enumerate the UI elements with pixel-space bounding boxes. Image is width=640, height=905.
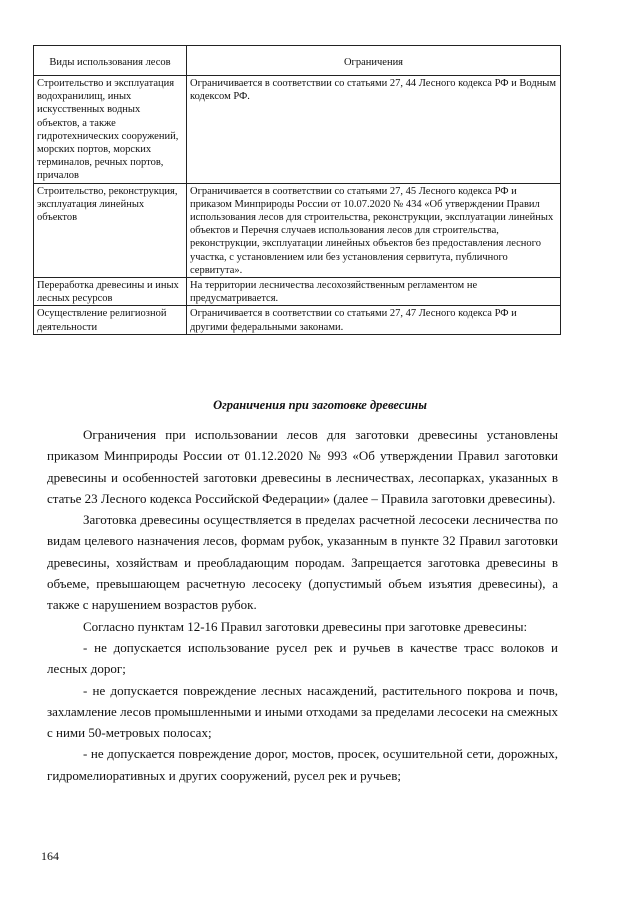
restriction-cell: Ограничивается в соответствии со статьями 27, 45 Лесного кодекса РФ и приказом Минприроды России от 10.07.2020 № 434 «Об утверждении Правил использования лесов для строительства, реконструкции, эксплуатации линейных объектов и Перечня случаев использования лесов для строительства, реконструкции, эксплуатации линейных объектов без предоставления лесного участка, с установлением или без установления сервитута, публичного сервитута».: [187, 183, 561, 277]
list-item: - не допускается повреждение дорог, мостов, просек, осушительной сети, дорожных, гидромелиоративных и других сооружений, русел рек и ручьев;: [47, 746, 558, 783]
use-cell: Строительство, реконструкция, эксплуатация линейных объектов: [34, 183, 187, 277]
paragraph: Ограничения при использовании лесов для заготовки древесины установлены приказом Минприроды России от 01.12.2020 № 993 «Об утверждении Правил заготовки древесины и особенностей заготовки древесины в лесничествах, лесопарках, указанных в статье 23 Лесного кодекса Российской Федерации» (далее – Правила заготовки древесины).: [47, 427, 558, 506]
use-cell: Осуществление религиозной деятельности: [34, 306, 187, 334]
restriction-cell: Ограничивается в соответствии со статьями 27, 44 Лесного кодекса РФ и Водным кодексом РФ.: [187, 76, 561, 184]
body-text: [47, 424, 558, 786]
restriction-cell: На территории лесничества лесохозяйственным регламентом не предусматривается.: [187, 278, 561, 306]
forest-use-restrictions-table: [33, 45, 561, 335]
table-header-row: [34, 46, 561, 76]
paragraph: Согласно пунктам 12-16 Правил заготовки древесины при заготовке древесины:: [83, 618, 528, 634]
section-title: Ограничения при заготовке древесины: [213, 398, 427, 412]
list-item: - не допускается повреждение лесных насаждений, растительного покрова и почв, захламление лесов промышленными и иными отходами за пределами лесосеки на смежных с ними 50-метровых полосах;: [47, 682, 558, 741]
table-row: [34, 183, 561, 277]
column-header-use: Виды использования лесов: [34, 46, 187, 76]
column-header-restriction: Ограничения: [187, 46, 561, 76]
table-row: [34, 306, 561, 334]
use-cell: Строительство и эксплуатация водохранилищ, иных искусственных водных объектов, а также гидротехнических сооружений, морских портов, морских терминалов, речных портов, причалов: [34, 76, 187, 184]
use-cell: Переработка древесины и иных лесных ресурсов: [34, 278, 187, 306]
table-row: [34, 278, 561, 306]
table-row: [34, 76, 561, 184]
page-number: 164: [41, 849, 59, 863]
restriction-cell: Ограничивается в соответствии со статьями 27, 47 Лесного кодекса РФ и другими федеральными законами.: [187, 306, 561, 334]
paragraph: Заготовка древесины осуществляется в пределах расчетной лесосеки лесничества по видам целевого назначения лесов, формам рубок, указанным в пункте 32 Правил заготовки древесины, хозяйствам и преобладающим породам. Запрещается заготовка древесины в объеме, превышающем расчетную лесосеку (допустимый объем изъятия древесины), а также с нарушением возрастов рубок.: [47, 512, 558, 613]
list-item: - не допускается использование русел рек и ручьев в качестве трасс волоков и лесных дорог;: [47, 639, 558, 677]
